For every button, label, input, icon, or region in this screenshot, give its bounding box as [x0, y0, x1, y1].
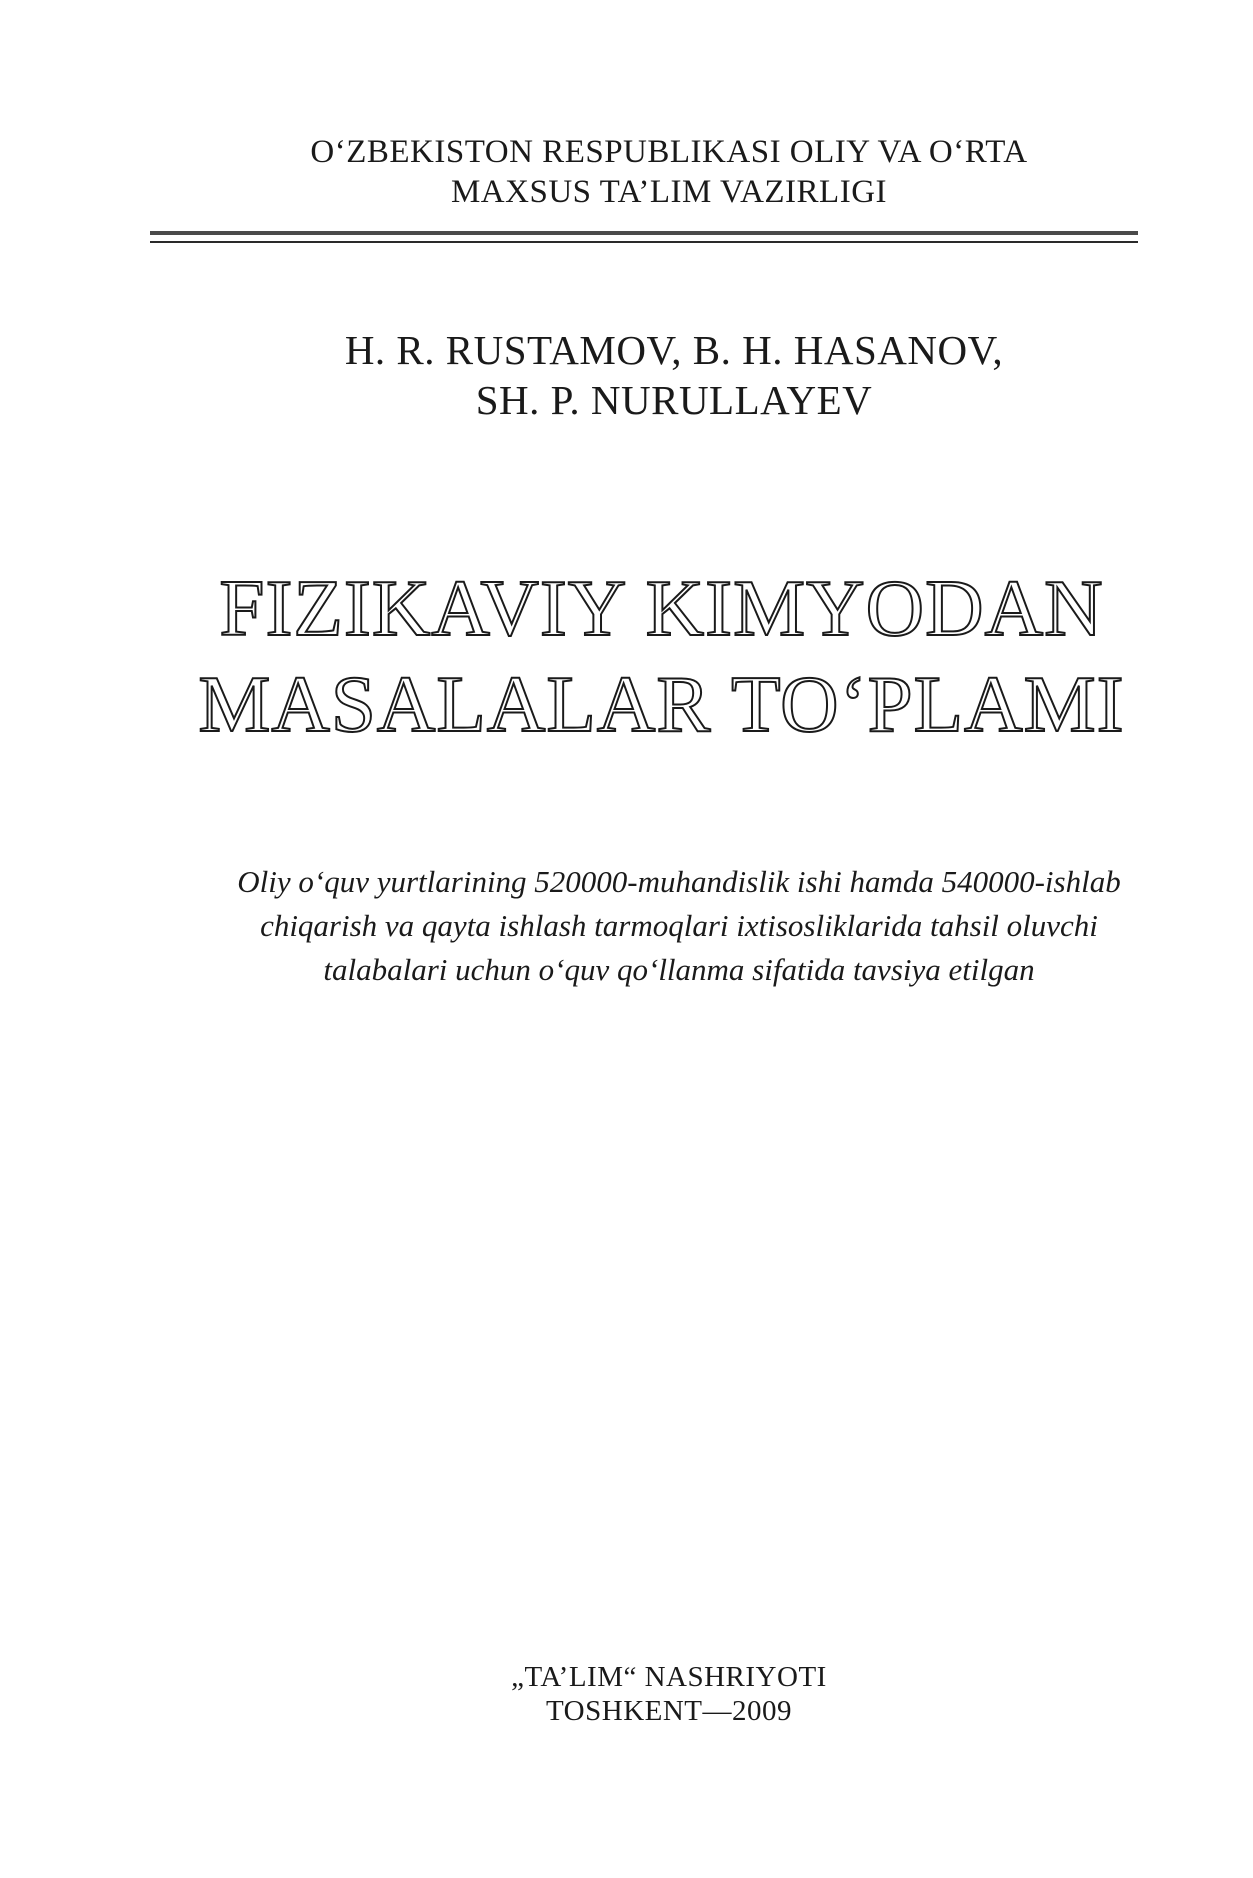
ministry-line-1: O‘ZBEKISTON RESPUBLIKASI OLIY VA O‘RTA: [310, 134, 1028, 170]
recommendation-line-1: Oliy o‘quv yurtlarining 520000-muhandislik ishi hamda 540000-ishlab: [237, 864, 1121, 899]
book-title-line-1: FIZIKAVIY KIMYODAN: [219, 563, 1104, 653]
publisher-imprint: [0, 1660, 1253, 1728]
publisher-name: „TA’LIM“ NASHRIYOTI: [511, 1661, 827, 1693]
ministry-heading: [0, 132, 1253, 212]
authors-line-1: H. R. RUSTAMOV, B. H. HASANOV,: [344, 327, 1004, 373]
header-divider-thin: [150, 241, 1138, 243]
book-title: [0, 560, 1253, 752]
recommendation-line-2: chiqarish va qayta ishlash tarmoqlari ixtisosliklarida tahsil oluvchi: [260, 908, 1098, 943]
authors-line-2: SH. P. NURULLAYEV: [475, 377, 873, 423]
header-divider-thick: [150, 231, 1138, 235]
authors: [0, 325, 1253, 425]
ministry-line-2: MAXSUS TA’LIM VAZIRLIGI: [450, 174, 888, 210]
publisher-city-year: TOSHKENT—2009: [545, 1695, 793, 1727]
recommendation-line-3: talabalari uchun o‘quv qo‘llanma sifatida tavsiya etilgan: [323, 952, 1035, 987]
book-title-line-2: MASALALAR TO‘PLAMI: [198, 659, 1125, 749]
recommendation-note: [0, 860, 1253, 992]
